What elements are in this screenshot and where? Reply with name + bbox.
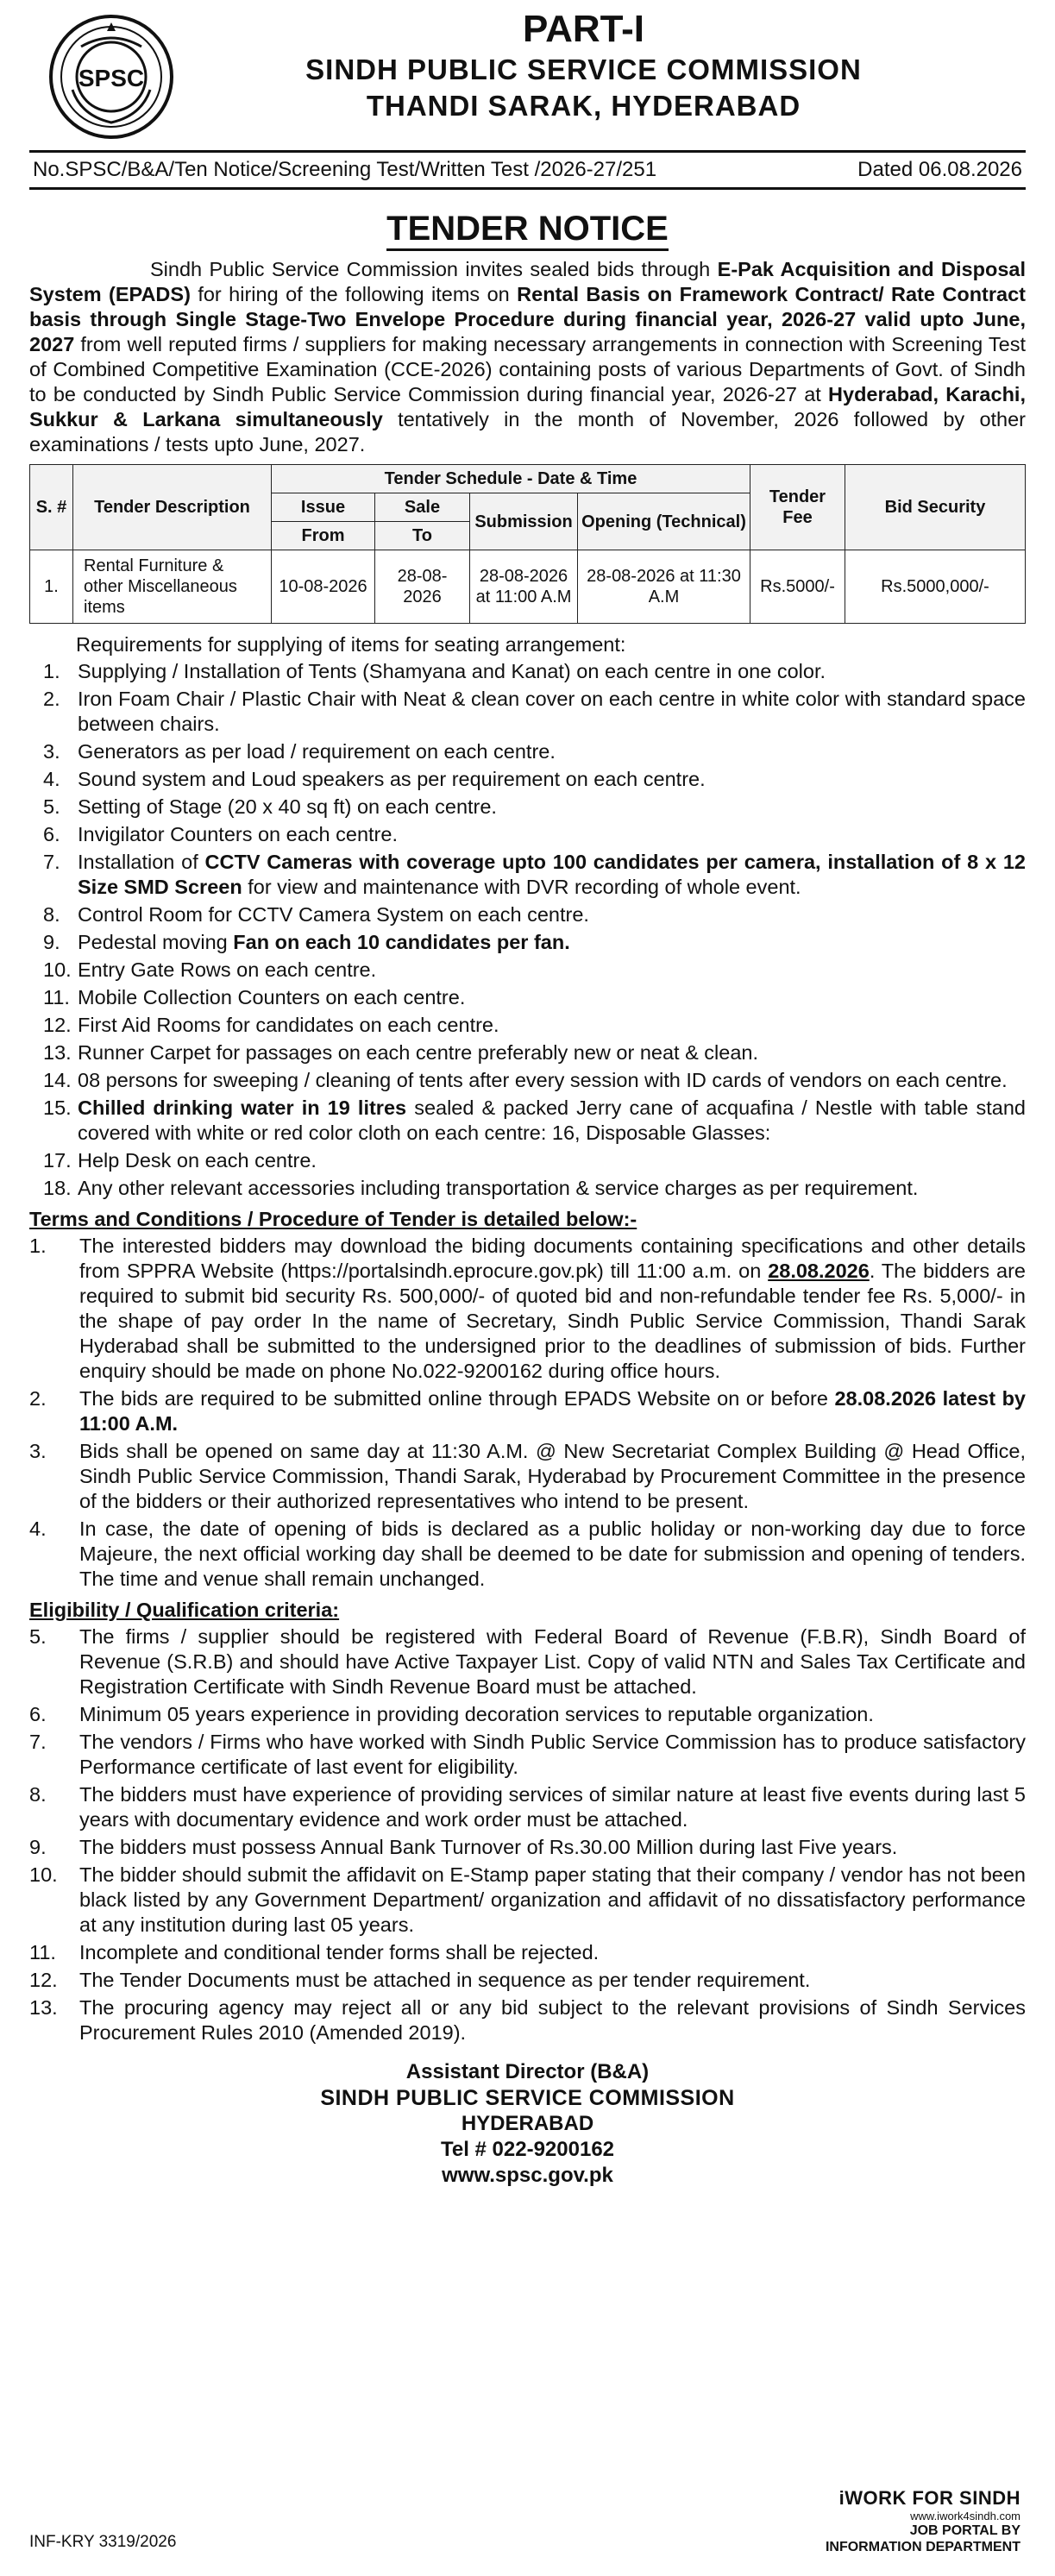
spsc-logo-icon bbox=[47, 12, 176, 141]
item-text: Setting of Stage (20 x 40 sq ft) on each centre. bbox=[78, 795, 497, 818]
item-text: Mobile Collection Counters on each centre. bbox=[78, 986, 466, 1008]
item-text: Minimum 05 years experience in providing decoration services to reputable organization. bbox=[79, 1703, 874, 1725]
list-item bbox=[29, 985, 1026, 1010]
item-number: 1. bbox=[29, 1235, 47, 1257]
list-item bbox=[29, 850, 1026, 900]
list-item bbox=[29, 1176, 1026, 1201]
item-text: In case, the date of opening of bids is declared as a public holiday or non-working day due to force Majeure, the next official working day shall be deemed to be date for submission and opening of tenders. The time and venue shall remain unchanged. bbox=[79, 1517, 1026, 1590]
list-item bbox=[29, 1068, 1026, 1093]
deadline-date: 28.08.2026 bbox=[768, 1260, 870, 1282]
portal-website: www.iwork4sindh.com bbox=[910, 2510, 1020, 2523]
col-sno: S. # bbox=[30, 465, 73, 550]
col-description: Tender Description bbox=[73, 465, 272, 550]
item-number: 15. bbox=[43, 1096, 72, 1119]
list-item bbox=[29, 1940, 1026, 1965]
list-item bbox=[29, 1013, 1026, 1038]
list-item bbox=[29, 1782, 1026, 1832]
reference-date: Dated 06.08.2026 bbox=[857, 158, 1022, 181]
tender-schedule-table bbox=[29, 464, 1026, 624]
page-title bbox=[29, 209, 1026, 248]
item-text-bold: Fan on each 10 candidates per fan. bbox=[233, 931, 570, 953]
header-text bbox=[141, 0, 1026, 124]
col-opening: Opening (Technical) bbox=[578, 493, 750, 550]
item-text: Any other relevant accessories including transportation & service charges as per requirement. bbox=[78, 1177, 919, 1199]
item-number: 6. bbox=[29, 1703, 47, 1725]
item-text: Invigilator Counters on each centre. bbox=[78, 823, 398, 845]
portal-brand: iWORK FOR SINDH bbox=[838, 2487, 1020, 2509]
list-item bbox=[29, 1234, 1026, 1384]
portal-caption: INFORMATION DEPARTMENT bbox=[825, 2540, 1020, 2554]
signature-block bbox=[29, 2059, 1026, 2189]
item-text-part: for view and maintenance with DVR recording of whole event. bbox=[242, 876, 801, 898]
item-number: 18. bbox=[43, 1177, 72, 1199]
intro-bold: Hyderabad, Karachi, Sukkur & Larkana simultaneously bbox=[29, 383, 1026, 430]
list-item bbox=[29, 1995, 1026, 2045]
signatory-org: SINDH PUBLIC SERVICE COMMISSION bbox=[320, 2086, 735, 2110]
item-text: The firms / supplier should be registered with Federal Board of Revenue (F.B.R), Sindh Board of Revenue (S.R.B) and should have Active Taxpayer List. Copy of valid NTN and Sales Tax Certificate and Registration Certificate with Sindh Revenue Board must be attached. bbox=[79, 1625, 1026, 1698]
item-number: 11. bbox=[43, 986, 70, 1008]
cell-issue: 10-08-2026 bbox=[272, 550, 375, 624]
list-item bbox=[29, 822, 1026, 847]
item-number: 3. bbox=[29, 1440, 47, 1462]
item-number: 10. bbox=[29, 1863, 58, 1886]
signatory-designation: Assistant Director (B&A) bbox=[405, 2060, 650, 2083]
item-number: 8. bbox=[43, 903, 60, 926]
eligibility-heading: Eligibility / Qualification criteria: bbox=[29, 1599, 340, 1621]
intro-bold: E-Pak Acquisition and Disposal System (EPADS) bbox=[29, 258, 1026, 305]
item-text-bold: CCTV Cameras with coverage upto 100 candidates per camera, installation of 8 x 12 Size SMD Screen bbox=[78, 851, 1026, 898]
list-item bbox=[29, 739, 1026, 764]
terms-heading: Terms and Conditions / Procedure of Tender is detailed below:- bbox=[29, 1208, 637, 1230]
item-text: The vendors / Firms who have worked with Sindh Public Service Commission has to produce satisfactory Performance certificate of last event for eligibility. bbox=[79, 1731, 1026, 1778]
list-item bbox=[29, 1863, 1026, 1938]
list-item bbox=[29, 767, 1026, 792]
item-text-bold: Chilled drinking water in 19 litres bbox=[78, 1096, 407, 1119]
eligibility-list bbox=[29, 1624, 1026, 2045]
col-from: From bbox=[272, 522, 375, 550]
item-text: Supplying / Installation of Tents (Shamyana and Kanat) on each centre in one color. bbox=[78, 660, 826, 682]
col-security: Bid Security bbox=[845, 465, 1026, 550]
part-label: PART-I bbox=[523, 8, 644, 50]
header bbox=[29, 0, 1026, 148]
cell-security: Rs.5000,000/- bbox=[845, 550, 1026, 624]
list-item bbox=[29, 902, 1026, 927]
item-text-part: The bids are required to be submitted online through EPADS Website on or before bbox=[79, 1387, 835, 1410]
item-text bbox=[78, 850, 1026, 900]
reference-line bbox=[29, 150, 1026, 190]
title-text: TENDER NOTICE bbox=[386, 210, 669, 251]
col-sale: Sale bbox=[375, 493, 470, 522]
item-number: 13. bbox=[29, 1996, 58, 2019]
item-text: Help Desk on each centre. bbox=[78, 1149, 317, 1172]
item-text-part: Installation of bbox=[78, 851, 205, 873]
reference-number: No.SPSC/B&A/Ten Notice/Screening Test/Written Test /2026-27/251 bbox=[33, 158, 657, 181]
list-item bbox=[29, 687, 1026, 737]
list-item bbox=[29, 1730, 1026, 1780]
ad-code: INF-KRY 3319/2026 bbox=[29, 2533, 177, 2551]
intro-text: from well reputed firms / suppliers for making necessary arrangements in connection with Screening Test of Combined Competitive Examination (CCE-2026) containing posts of various Departments of Govt. of Sindh to be conducted by Sindh Public Service Commission during financial year, 2026-27 at bbox=[29, 333, 1026, 405]
item-text bbox=[79, 1234, 1026, 1384]
item-text: The bidders must have experience of providing services of similar nature at least five events during last 5 years with documentary evidence and work order must be attached. bbox=[79, 1783, 1026, 1831]
item-number: 10. bbox=[43, 958, 72, 981]
intro-paragraph bbox=[29, 257, 1026, 457]
item-number: 6. bbox=[43, 823, 60, 845]
item-text-bold: 28.08.2026 latest by 11:00 A.M. bbox=[79, 1387, 1026, 1435]
list-item bbox=[29, 1968, 1026, 1993]
requirements-heading: Requirements for supplying of items for seating arrangement: bbox=[76, 633, 626, 656]
list-item bbox=[29, 1702, 1026, 1727]
col-submission: Submission bbox=[470, 493, 578, 550]
intro-text: for hiring of the following items on bbox=[190, 283, 518, 305]
item-number: 7. bbox=[29, 1731, 47, 1753]
item-number: 14. bbox=[43, 1069, 72, 1091]
item-text bbox=[78, 930, 1026, 955]
item-number: 4. bbox=[43, 768, 60, 790]
intro-bold: Rental Basis on Framework Contract/ Rate Contract basis through Single Stage-Two Envelope Procedure during financial year, 2026-27 valid upto June, 2027 bbox=[29, 283, 1026, 355]
list-item bbox=[29, 1624, 1026, 1700]
item-text: Entry Gate Rows on each centre. bbox=[78, 958, 377, 981]
item-number: 9. bbox=[43, 931, 60, 953]
col-fee: Tender Fee bbox=[750, 465, 845, 550]
signatory-website: www.spsc.gov.pk bbox=[442, 2164, 613, 2187]
cell-opening: 28-08-2026 at 11:30 A.M bbox=[578, 550, 750, 624]
item-text: 08 persons for sweeping / cleaning of tents after every session with ID cards of vendors on each centre. bbox=[78, 1069, 1008, 1091]
item-text: Iron Foam Chair / Plastic Chair with Neat & clean cover on each centre in white color with standard space between chairs. bbox=[78, 688, 1026, 735]
list-item bbox=[29, 1096, 1026, 1146]
item-number: 12. bbox=[43, 1014, 72, 1036]
item-text bbox=[79, 1386, 1026, 1436]
item-number: 7. bbox=[43, 851, 60, 873]
signatory-phone: Tel # 022-9200162 bbox=[440, 2138, 615, 2161]
item-number: 11. bbox=[29, 1941, 56, 1963]
list-item bbox=[29, 930, 1026, 955]
list-item bbox=[29, 1386, 1026, 1436]
col-to: To bbox=[375, 522, 470, 550]
table-row bbox=[30, 550, 1026, 624]
org-name: SINDH PUBLIC SERVICE COMMISSION bbox=[305, 53, 862, 85]
col-issue: Issue bbox=[272, 493, 375, 522]
item-text: Bids shall be opened on same day at 11:30 A.M. @ New Secretariat Complex Building @ Head Office, Sindh Public Service Commission, Thandi Sarak, Hyderabad by Procurement Committee in the presence of the bidders or their authorized representatives who intend to be present. bbox=[79, 1440, 1026, 1512]
item-text: The bidders must possess Annual Bank Turnover of Rs.30.00 Million during last Five years. bbox=[79, 1836, 898, 1858]
org-address: THANDI SARAK, HYDERABAD bbox=[366, 90, 801, 122]
job-portal-badge bbox=[805, 2487, 1020, 2555]
item-number: 8. bbox=[29, 1783, 47, 1806]
intro-text: Sindh Public Service Commission invites sealed bids through bbox=[150, 258, 718, 280]
cell-description: Rental Furniture & other Miscellaneous items bbox=[73, 550, 272, 624]
portal-caption: JOB PORTAL BY bbox=[909, 2523, 1020, 2538]
item-text: The bidder should submit the affidavit on E-Stamp paper stating that their company / vendor has not been black listed by any Government Department/ organization and affidavit of no dissatisfactory performance at any institution during last 05 years. bbox=[79, 1863, 1026, 1936]
item-number: 9. bbox=[29, 1836, 47, 1858]
list-item bbox=[29, 1439, 1026, 1514]
item-number: 1. bbox=[43, 660, 60, 682]
list-item bbox=[29, 659, 1026, 684]
cell-sno: 1. bbox=[30, 550, 73, 624]
item-text-part: Pedestal moving bbox=[78, 931, 234, 953]
cell-fee: Rs.5000/- bbox=[750, 550, 845, 624]
list-item bbox=[29, 795, 1026, 820]
list-item bbox=[29, 958, 1026, 983]
item-text: Control Room for CCTV Camera System on each centre. bbox=[78, 903, 589, 926]
item-number: 5. bbox=[29, 1625, 47, 1648]
list-item bbox=[29, 1148, 1026, 1173]
item-number: 3. bbox=[43, 740, 60, 763]
col-schedule: Tender Schedule - Date & Time bbox=[272, 465, 750, 493]
signatory-city: HYDERABAD bbox=[461, 2112, 594, 2135]
item-text: Generators as per load / requirement on each centre. bbox=[78, 740, 556, 763]
item-text: Sound system and Loud speakers as per requirement on each centre. bbox=[78, 768, 706, 790]
item-text: The Tender Documents must be attached in sequence as per tender requirement. bbox=[79, 1969, 811, 1991]
item-number: 5. bbox=[43, 795, 60, 818]
item-text-part: . The bidders are required to submit bid security Rs. 500,000/- of quoted bid and non-refundable tender fee Rs. 5,000/- in the shape of pay order In the name of Secretary, Sindh Public Service Commission, Thandi Sarak Hyderabad shall be submitted to the undersigned prior to the deadlines of submission of bids. Further enquiry should be made on phone No.022-9200162 during office hours. bbox=[79, 1260, 1026, 1382]
item-number: 2. bbox=[29, 1387, 47, 1410]
intro-text: tentatively in the month of November, 2026 followed by other examinations / tests upto June, 2027. bbox=[29, 408, 1027, 456]
item-text-part: sealed & packed Jerry cane of acquafina / Nestle with table stand covered with white or red color cloth on each centre: 16, Disposable Glasses: bbox=[78, 1096, 1026, 1144]
item-number: 12. bbox=[29, 1969, 58, 1991]
item-text: Incomplete and conditional tender forms shall be rejected. bbox=[79, 1941, 600, 1963]
item-text: The procuring agency may reject all or any bid subject to the relevant provisions of Sindh Services Procurement Rules 2010 (Amended 2019). bbox=[79, 1996, 1026, 2044]
list-item bbox=[29, 1040, 1026, 1065]
item-text-part: The interested bidders may download the biding documents containing specifications and other details from SPPRA Website (https://portalsindh.eprocure.gov.pk) till 11:00 a.m. on bbox=[79, 1235, 1026, 1282]
item-text bbox=[78, 1096, 1026, 1146]
item-number: 4. bbox=[29, 1517, 47, 1540]
item-number: 17. bbox=[43, 1149, 72, 1172]
item-text: Runner Carpet for passages on each centre preferably new or neat & clean. bbox=[78, 1041, 759, 1064]
item-number: 2. bbox=[43, 688, 60, 710]
cell-sale: 28-08-2026 bbox=[375, 550, 470, 624]
logo-text: SPSC bbox=[78, 65, 145, 91]
item-number: 13. bbox=[43, 1041, 72, 1064]
requirements-list bbox=[29, 659, 1026, 1201]
terms-list bbox=[29, 1234, 1026, 1592]
item-text: First Aid Rooms for candidates on each centre. bbox=[78, 1014, 499, 1036]
list-item bbox=[29, 1517, 1026, 1592]
list-item bbox=[29, 1835, 1026, 1860]
cell-submission: 28-08-2026 at 11:00 A.M bbox=[470, 550, 578, 624]
